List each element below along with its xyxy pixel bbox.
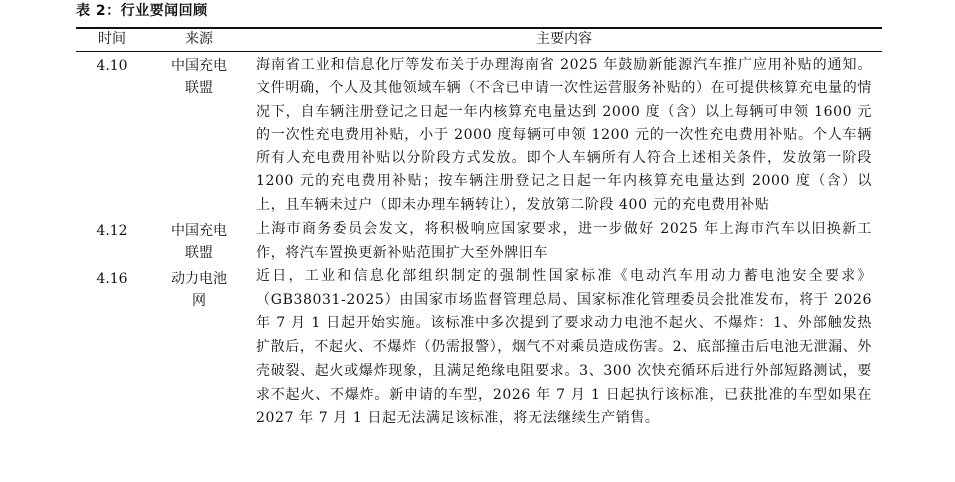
row-source-line: 网 (192, 293, 206, 310)
row-source (148, 52, 250, 217)
table-row (76, 217, 882, 265)
row-source (148, 265, 250, 431)
row-date: 4.10 (96, 58, 128, 74)
header-source: 来源 (185, 31, 213, 47)
row-source-line: 动力电池 (171, 271, 227, 288)
header-content: 主要内容 (536, 31, 592, 47)
row-content: 近日，工业和信息化部组织制定的强制性国家标准《电动汽车用动力蓄电池安全要求》（GB38031-2025）由国家市场监督管理总局、国家标准化管理委员会批准发布，将于 2026 年 7 月 1 日起开始实施。该标准中多次提到了要求动力电池不起火、不爆炸：1、外部触发热扩散后，不起火、不爆炸（仍需报警），烟气不对乘员造成伤害。2、底部撞击后电池无泄漏、外壳破裂、起火或爆炸现象，且满足绝缘电阻要求。3、300 次快充循环后进行外部短路测试，要求不起火、不爆炸。新申请的车型，2026 年 7 月 1 日起执行该标准，已获批准的车型如果在 2027 年 7 月 1 日起无法满足该标准，将无法继续生产销售。 (256, 268, 872, 427)
row-date: 4.16 (96, 271, 128, 288)
row-source-line: 联盟 (185, 80, 213, 96)
row-content: 上海市商务委员会发文，将积极响应国家要求，进一步做好 2025 年上海市汽车以旧换新工作，将汽车置换更新补贴范围扩大至外牌旧车 (256, 221, 872, 262)
table-row (76, 265, 882, 431)
row-source-line: 中国充电 (171, 223, 227, 240)
row-date: 4.12 (96, 223, 128, 240)
table-caption: 表 2：行业要闻回顾 (76, 3, 208, 19)
news-table (76, 52, 882, 431)
row-source (148, 217, 250, 265)
row-content: 海南省工业和信息化厅等发布关于办理海南省 2025 年鼓励新能源汽车推广应用补贴的通知。文件明确，个人及其他领域车辆（不含已申请一次性运营服务补贴的）在可提供核算充电量的情况下，自车辆注册登记之日起一年内核算充电量达到 2000 度（含）以上每辆可申领 1600 元的一次性充电费用补贴，小于 2000 度每辆可申领 1200 元的一次性充电费用补贴。个人车辆所有人充电费用补贴以分阶段方式发放。即个人车辆所有人符合上述相关条件，发放第一阶段 1200 元的充电费用补贴；按车辆注册登记之日起一年内核算充电量达到 2000 度（含）以上，且车辆未过户（即未办理车辆转让），发放第二阶段 400 元的充电费用补贴 (256, 57, 872, 213)
row-source-line: 联盟 (185, 245, 213, 262)
header-time: 时间 (98, 31, 126, 47)
table-row (76, 52, 882, 217)
row-source-line: 中国充电 (171, 58, 227, 74)
